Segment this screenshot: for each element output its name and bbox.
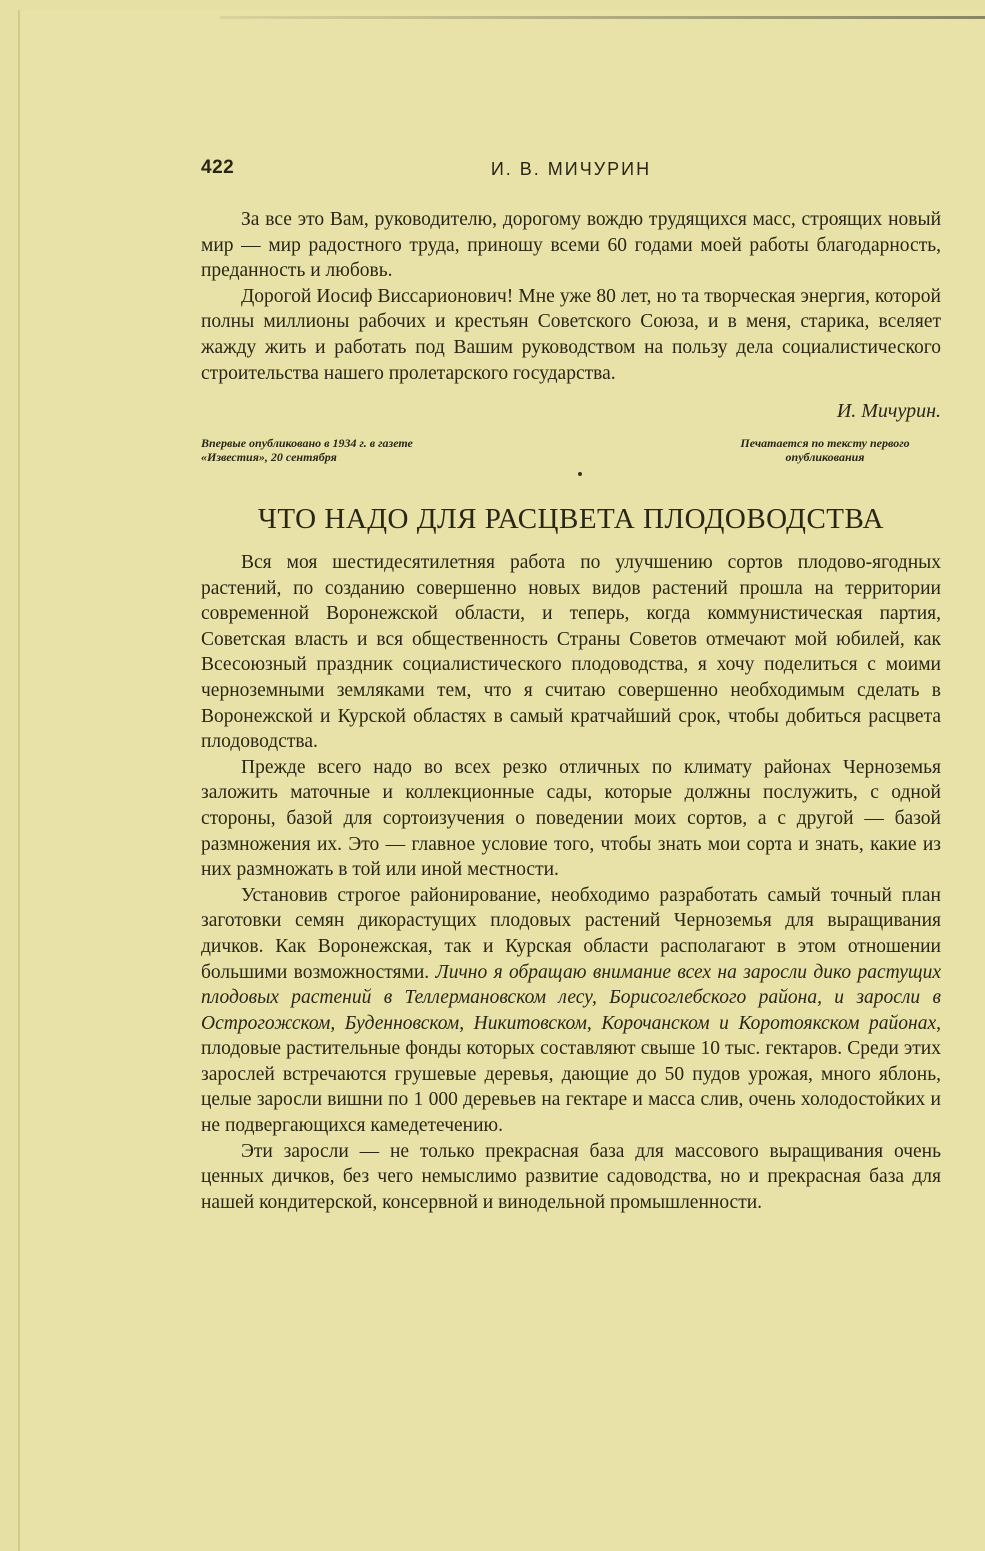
letter-paragraph-2: Дорогой Иосиф Виссарионович! Мне уже 80 лет, но та творческая энергия, которой полны миллионы рабочих и крестьян Советского Союза, и в меня, старика, вселяет жажду жить и работать под Вашим руководством на пользу дела социалистического строительства нашего пролетарского государства. [201, 285, 941, 384]
signature: И. Мичурин. [836, 400, 941, 422]
article-paragraph-3-italic: Лично я обращаю внимание всех на заросли дико растущих плодовых растений в Теллермановском лесу, Борисоглебского района, и заросли в Острогожском, Буденновском, Никитовском, Корочанском и Коротоякском районах, [201, 961, 941, 1034]
running-title: И. В. МИЧУРИН [490, 159, 652, 179]
article-title: ЧТО НАДО ДЛЯ РАСЦВЕТА ПЛОДОВОДСТВА [258, 503, 884, 535]
source-note-right-line2: опубликования [785, 450, 865, 464]
article-text [201, 550, 941, 1215]
article-paragraph-2: Прежде всего надо во всех резко отличных по климату районах Черноземья заложить маточные и коллекционные сады, которые должны послужить, с одной стороны, базой для сортоизучения о поведении моих сортов, а с другой — базой размножения их. Это — главное условие того, чтобы знать мои сорта и знать, какие из них размножать в той или иной местности. [201, 756, 941, 881]
source-note-left-line1: Впервые опубликовано в 1934 г. в газете [201, 436, 413, 450]
letter-text [201, 207, 941, 386]
page-number: 422 [201, 157, 235, 178]
source-note-right [700, 436, 950, 464]
article-paragraph-3-end: плодовые растительные фонды которых составляют свыше 10 тыс. гектаров. Среди этих зарослей встречаются грушевые деревья, дающие до 50 пудов урожая, много яблонь, целые заросли вишни по 1 000 деревьев на гектаре и масса слив, очень холодостойких и не подвергающихся камедетечению. [201, 1038, 941, 1137]
source-note-right-line1: Печатается по тексту первого [740, 436, 910, 450]
page-header [201, 157, 941, 185]
article-paragraph-1: Вся моя шестидесятилетняя работа по улучшению сортов плодово-ягодных растений, по созданию совершенно новых видов растений прошла на территории современной Воронежской области, и теперь, когда коммунистическая партия, Советская власть и вся общественность Страны Советов отмечают мой юбилей, как Всесоюзный праздник социалистического плодоводства, я хочу поделиться с моими черноземными земляками тем, что я считаю совершенно необходимым сделать в Воронежской и Курской областях в самый кратчайший срок, чтобы добиться расцвета плодоводства. [201, 552, 941, 753]
article-paragraph-3 [201, 883, 941, 1139]
source-note-left [201, 436, 521, 464]
page-edge-shadow [220, 16, 985, 19]
section-divider-dot [578, 472, 582, 476]
source-note-left-line2: «Известия», 20 сентября [201, 450, 337, 464]
letter-paragraph-1: За все это Вам, руководителю, дорогому вождю трудящихся масс, строящих новый мир — мир радостного труда, приношу всеми 60 годами моей работы благодарность, преданность и любовь. [201, 209, 941, 282]
article-paragraph-4: Эти заросли — не только прекрасная база для массового выращивания очень ценных дичков, без чего немыслимо развитие садоводства, но и прекрасная база для нашей кондитерской, консервной и винодельной промышленности. [201, 1140, 941, 1213]
article-paragraph-3-start: Установив строгое районирование, необходимо разработать самый точный план заготовки семян дикорастущих плодовых растений Черноземья для выращивания дичков. Как Воронежская, так и Курская области располагают в этом отношении большими возможностями. [201, 884, 941, 983]
